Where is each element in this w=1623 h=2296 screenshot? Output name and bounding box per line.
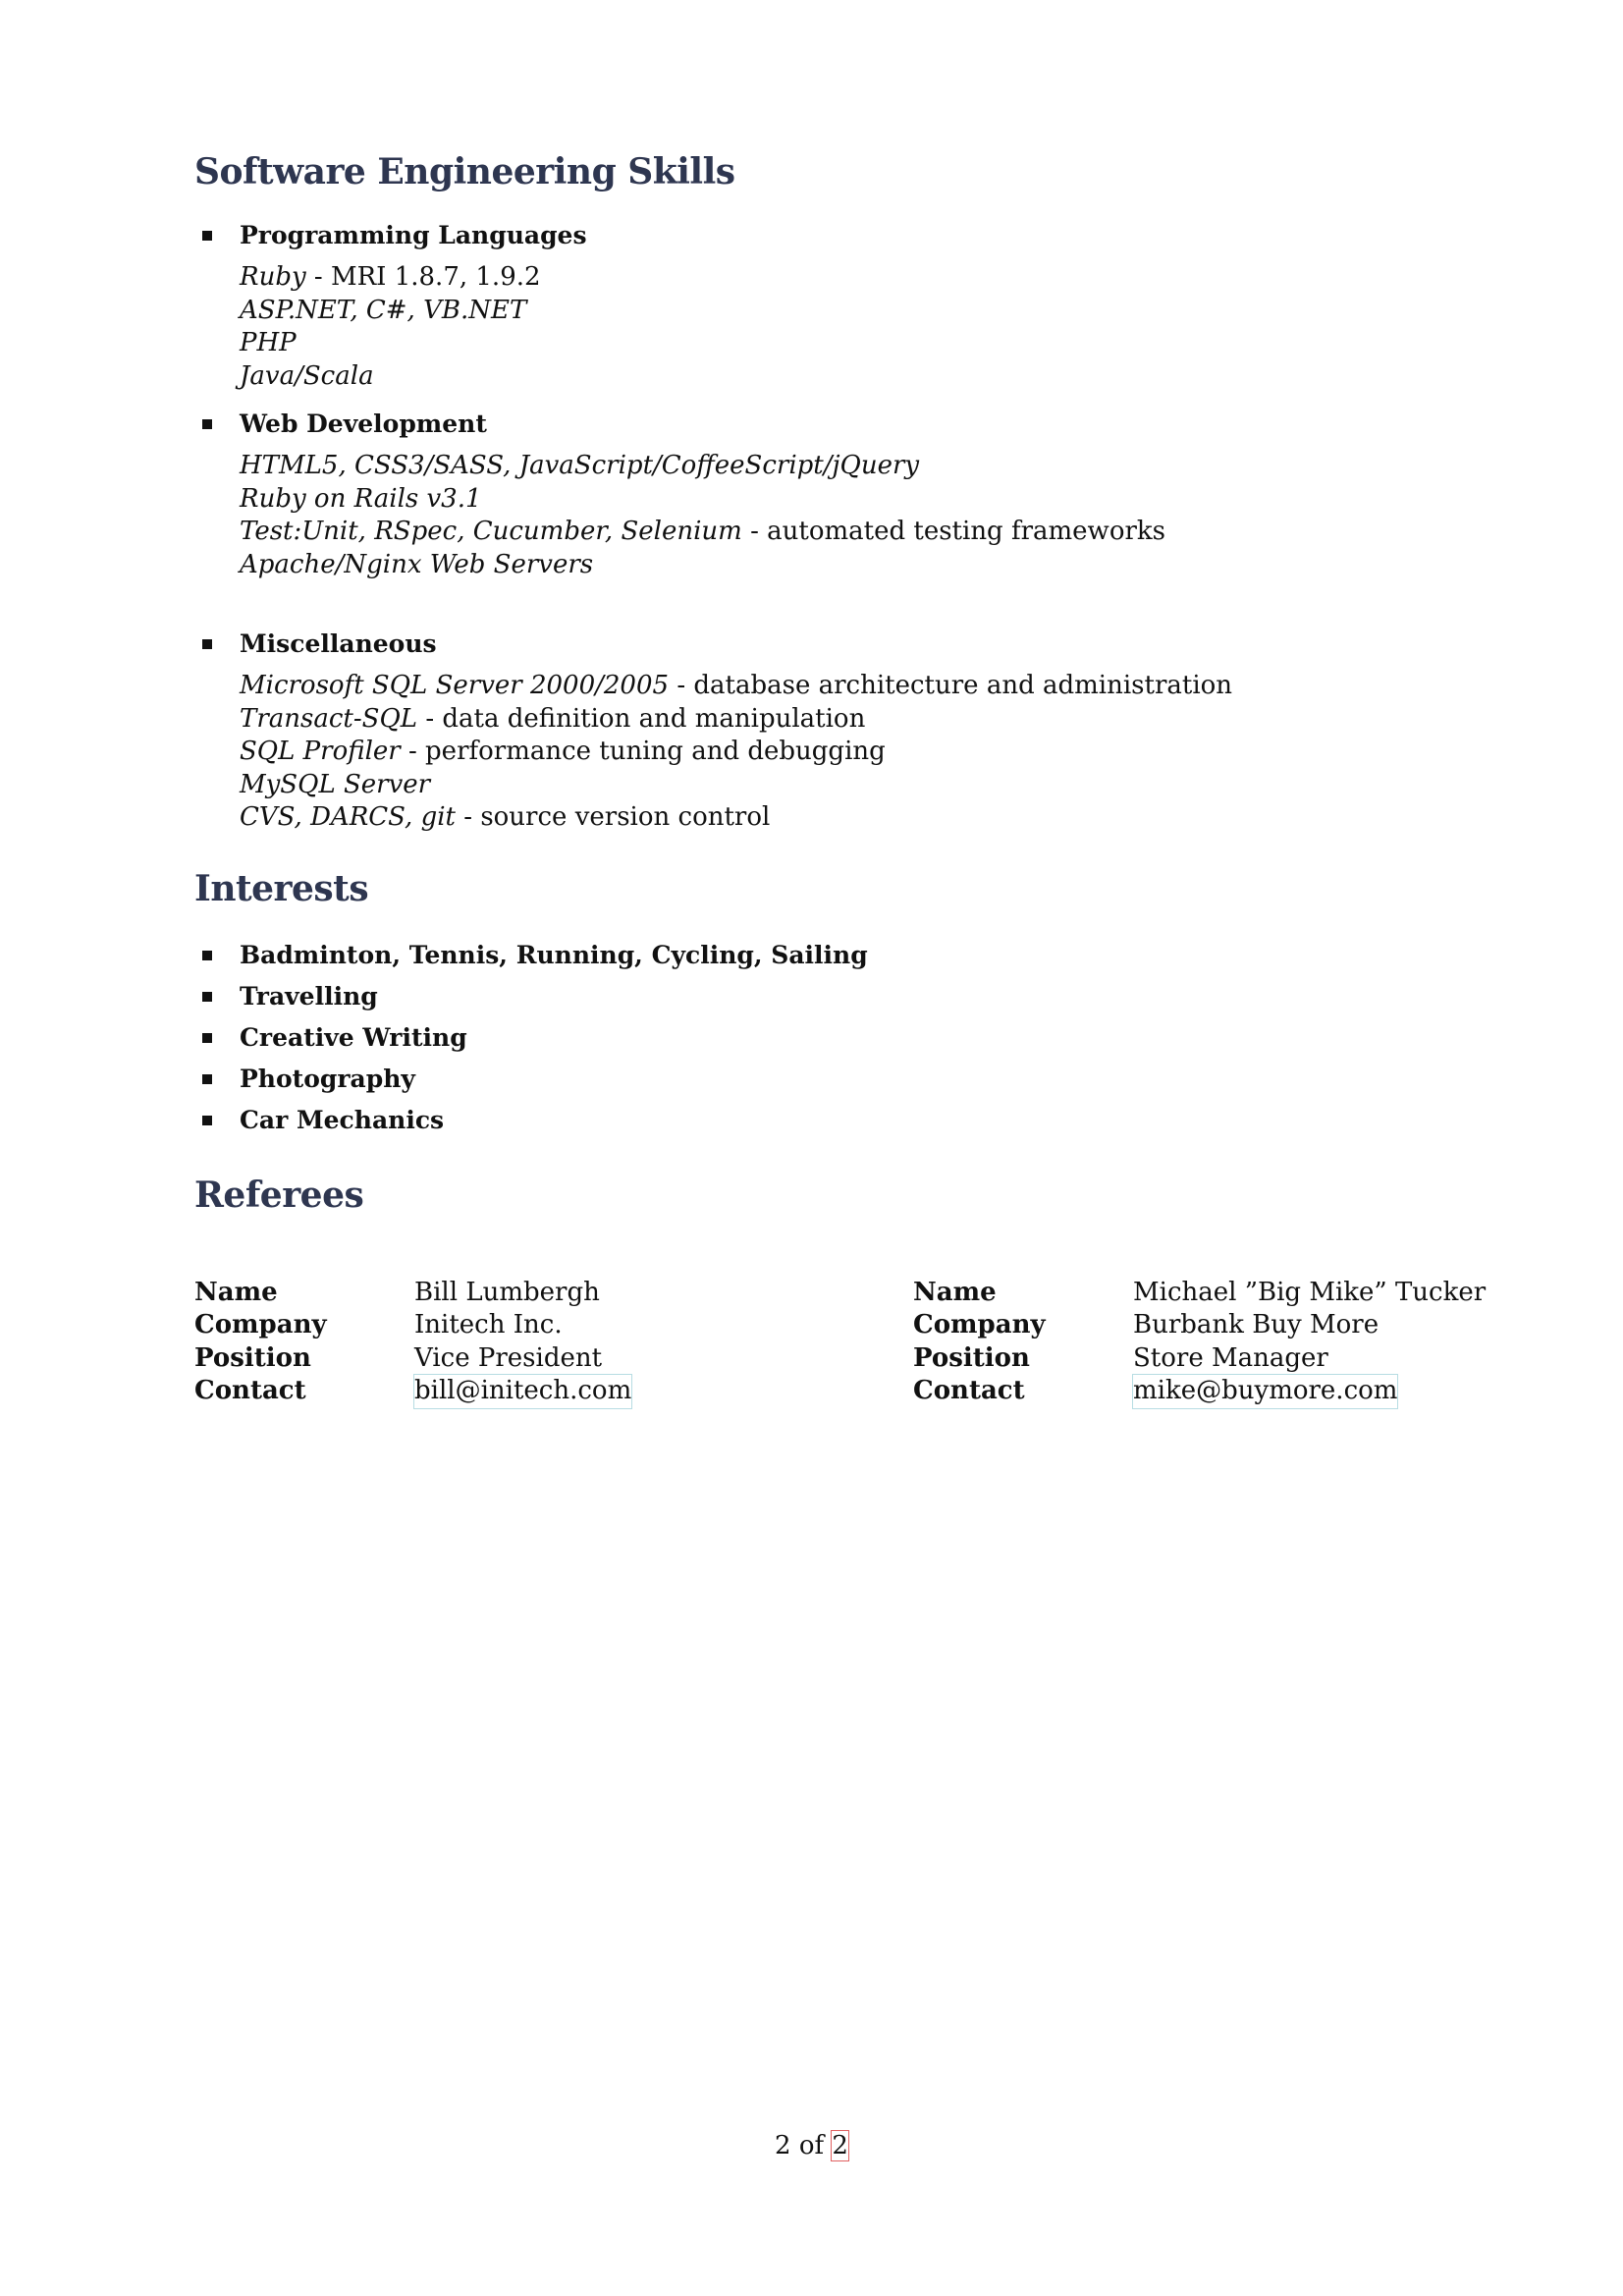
page-total-link[interactable]: 2 (832, 2131, 848, 2160)
skill-group-miscellaneous (194, 625, 1471, 835)
referee-card (913, 1277, 1486, 1408)
skill-group-title: Web Development (240, 410, 487, 438)
contact-label: Contact (194, 1376, 306, 1405)
skill-group-title: Programming Languages (240, 221, 587, 249)
interest-item: Photography (194, 1059, 1471, 1100)
square-bullet-icon (202, 1033, 212, 1043)
referee-email-link[interactable]: mike@buymore.com (1133, 1375, 1397, 1408)
interest-item: Travelling (194, 976, 1471, 1017)
skill-line: Microsoft SQL Server 2000/2005 - database architecture and administration (240, 671, 1233, 700)
interest-item: Car Mechanics (194, 1100, 1471, 1141)
skills-section (194, 216, 1471, 835)
page-number (0, 2129, 1623, 2162)
skill-line: Ruby on Rails v3.1 (240, 483, 482, 514)
interest-item: Badminton, Tennis, Running, Cycling, Sailing (194, 935, 1471, 976)
skill-group-title: Miscellaneous (240, 629, 437, 658)
skill-group-programming-languages (194, 216, 1471, 393)
skill-line: MySQL Server (240, 769, 431, 799)
name-label: Name (913, 1277, 997, 1307)
referee-position: Vice President (414, 1342, 603, 1373)
skill-line: Apache/Nginx Web Servers (240, 549, 594, 579)
square-bullet-icon (202, 1116, 212, 1125)
company-label: Company (913, 1310, 1046, 1339)
square-bullet-icon (202, 639, 212, 649)
position-label: Position (913, 1342, 1030, 1373)
square-bullet-icon (202, 1074, 212, 1084)
interest-item: Creative Writing (194, 1017, 1471, 1059)
referee-company: Burbank Buy More (1133, 1310, 1380, 1339)
referees-table (194, 1277, 1487, 1414)
square-bullet-icon (202, 419, 212, 429)
interests-heading: Interests (194, 867, 369, 909)
page-separator: of (790, 2131, 833, 2160)
skill-line: CVS, DARCS, git - source version control (240, 802, 771, 832)
skill-line: Transact-SQL - data definition and manipulation (240, 703, 866, 734)
referee-position: Store Manager (1133, 1342, 1328, 1373)
contact-label: Contact (913, 1376, 1025, 1405)
square-bullet-icon (202, 231, 212, 241)
square-bullet-icon (202, 951, 212, 960)
referee-company: Initech Inc. (414, 1310, 563, 1339)
skill-line: Ruby - MRI 1.8.7, 1.9.2 (240, 262, 541, 292)
referee-card (194, 1277, 631, 1408)
skill-line: Test:Unit, RSpec, Cucumber, Selenium - automated testing frameworks (240, 517, 1165, 546)
referee-email-link[interactable]: bill@initech.com (414, 1375, 631, 1408)
skill-line: ASP.NET, C#, VB.NET (240, 295, 527, 325)
company-label: Company (194, 1310, 327, 1339)
page-current: 2 (775, 2131, 791, 2160)
referee-name: Bill Lumbergh (414, 1277, 600, 1307)
position-label: Position (194, 1342, 311, 1373)
square-bullet-icon (202, 992, 212, 1002)
page-content (194, 147, 1487, 1414)
skill-line: HTML5, CSS3/SASS, JavaScript/CoffeeScript/jQuery (240, 451, 920, 480)
skill-group-web-development (194, 405, 1471, 581)
skill-line: PHP (240, 328, 297, 357)
skill-line: SQL Profiler - performance tuning and debugging (240, 737, 886, 766)
skills-heading: Software Engineering Skills (194, 151, 735, 192)
referee-name: Michael ”Big Mike” Tucker (1133, 1277, 1487, 1307)
skill-line: Java/Scala (240, 360, 374, 391)
name-label: Name (194, 1277, 278, 1307)
interests-list (194, 935, 1471, 1141)
referees-heading: Referees (194, 1174, 364, 1216)
